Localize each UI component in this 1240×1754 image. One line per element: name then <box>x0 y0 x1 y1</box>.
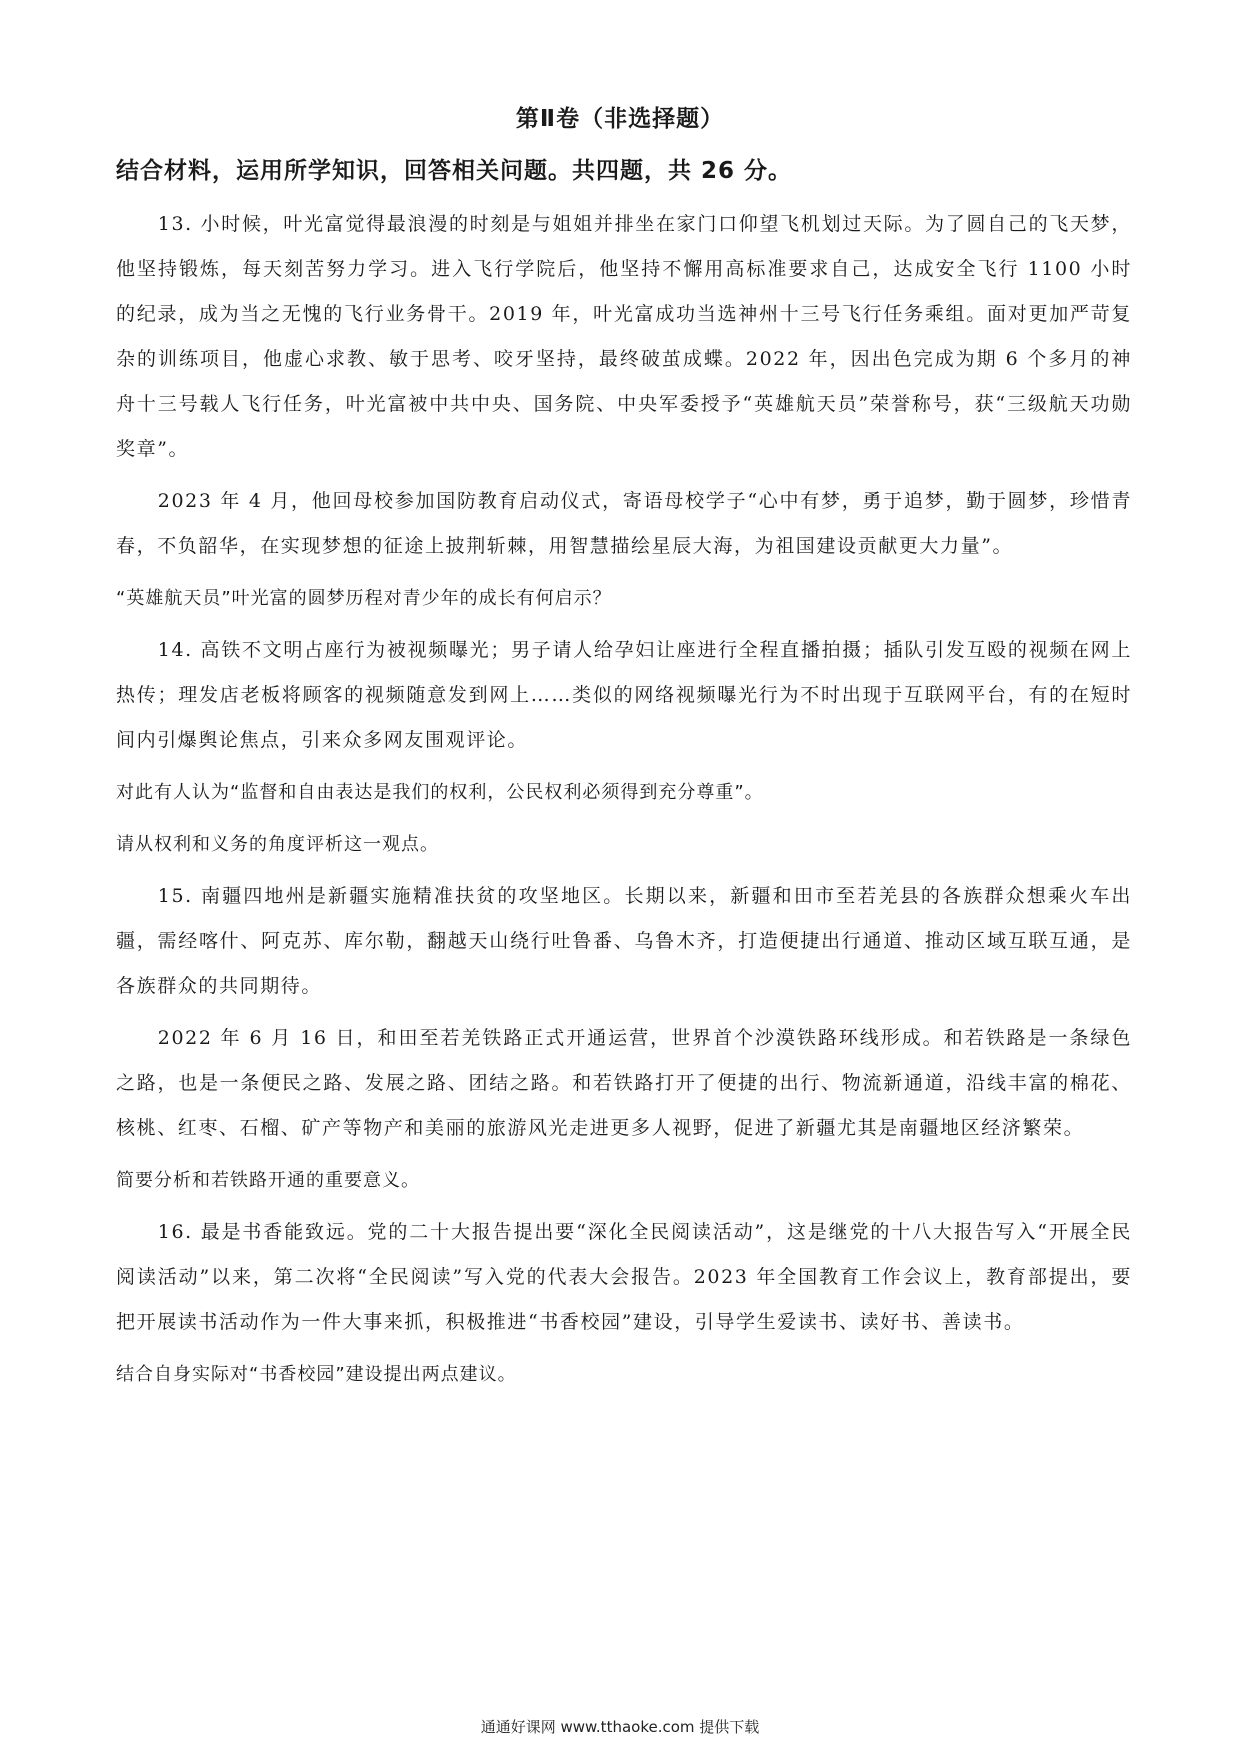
question-16-material-1: 16. 最是书香能致远。党的二十大报告提出要“深化全民阅读活动”，这是继党的十八大报告写入“开展全民阅读活动”以来，第二次将“全民阅读”写入党的代表大会报告。2023 年全国教育工作会议上，教育部提出，要把开展读书活动作为一件大事来抓，积极推进“书香校园”建设，引导学生爱读书、读好书、善读书。 <box>116 1221 1132 1333</box>
question-14-prompt-line-1: 对此有人认为“监督和自由表达是我们的权利，公民权利必须得到充分尊重”。 <box>116 782 764 803</box>
section-instructions: 结合材料，运用所学知识，回答相关问题。共四题，共 26 分。 <box>116 158 793 184</box>
question-15-material-2: 2022 年 6 月 16 日，和田至若羌铁路正式开通运营，世界首个沙漠铁路环线形成。和若铁路是一条绿色之路，也是一条便民之路、发展之路、团结之路。和若铁路打开了便捷的出行、物流新通道，沿线丰富的棉花、核桃、红枣、石榴、矿产等物产和美丽的旅游风光走进更多人视野，促进了新疆尤其是南疆地区经济繁荣。 <box>116 1027 1132 1139</box>
question-13-prompt: “英雄航天员”叶光富的圆梦历程对青少年的成长有何启示？ <box>116 588 612 609</box>
question-15-prompt: 简要分析和若铁路开通的重要意义。 <box>116 1170 420 1191</box>
page-footer: 通通好课网 www.tthaoke.com 提供下载 <box>480 1718 760 1736</box>
question-14-material-1: 14. 高铁不文明占座行为被视频曝光；男子请人给孕妇让座进行全程直播拍摄；插队引发互殴的视频在网上热传；理发店老板将顾客的视频随意发到网上……类似的网络视频曝光行为不时出现于互联网平台，有的在短时间内引爆舆论焦点，引来众多网友围观评论。 <box>116 639 1132 751</box>
questions-body <box>116 202 1132 1404</box>
question-15-material-1: 15. 南疆四地州是新疆实施精准扶贫的攻坚地区。长期以来，新疆和田市至若羌县的各族群众想乘火车出疆，需经喀什、阿克苏、库尔勒，翻越天山绕行吐鲁番、乌鲁木齐，打造便捷出行通道、推动区域互联互通，是各族群众的共同期待。 <box>116 885 1132 997</box>
question-13-material-2: 2023 年 4 月，他回母校参加国防教育启动仪式，寄语母校学子“心中有梦，勇于追梦，勤于圆梦，珍惜青春，不负韶华，在实现梦想的征途上披荆斩棘，用智慧描绘星辰大海，为祖国建设贡献更大力量”。 <box>116 490 1132 557</box>
question-13-material-1: 13. 小时候，叶光富觉得最浪漫的时刻是与姐姐并排坐在家门口仰望飞机划过天际。为了圆自己的飞天梦，他坚持锻炼，每天刻苦努力学习。进入飞行学院后，他坚持不懈用高标准要求自己，达成安全飞行 1100 小时的纪录，成为当之无愧的飞行业务骨干。2019 年，叶光富成功当选神州十三号飞行任务乘组。面对更加严苛复杂的训练项目，他虚心求教、敏于思考、咬牙坚持，最终破茧成蝶。2022 年，因出色完成为期 6 个多月的神舟十三号载人飞行任务，叶光富被中共中央、国务院、中央军委授予“英雄航天员”荣誉称号，获“三级航天功勋奖章”。 <box>116 213 1132 460</box>
question-14-prompt-line-2: 请从权利和义务的角度评析这一观点。 <box>116 834 439 855</box>
question-16-prompt: 结合自身实际对“书香校园”建设提出两点建议。 <box>116 1364 517 1385</box>
section-title: 第Ⅱ卷（非选择题） <box>515 106 725 132</box>
